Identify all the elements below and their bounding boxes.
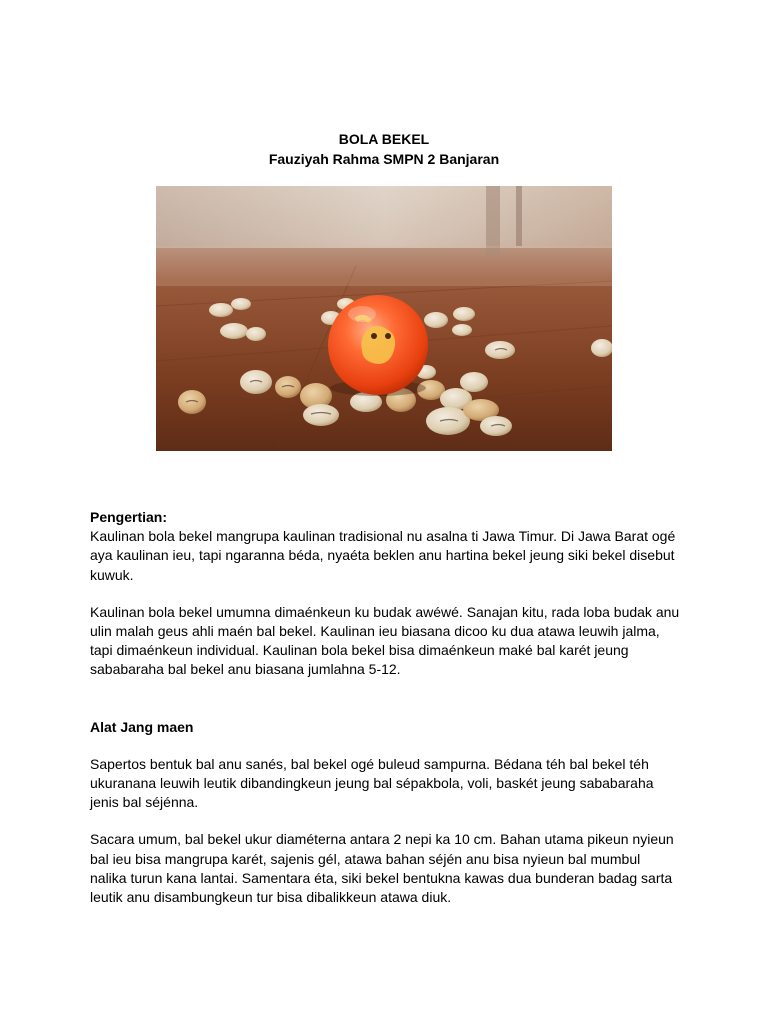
document-subtitle: Fauziyah Rahma SMPN 2 Banjaran [268,151,500,167]
paragraph: Sapertos bentuk bal anu sanés, bal bekel ogé buleud sampurna. Bédana téh bal bekel téh ukuranana leuwih leutik dibandingkeun jeung bal sépakbola, voli, baskét jeung sababaraha jenis bal séjénna. [90,755,654,811]
section-heading: Pengertian: [90,509,168,525]
paragraph: Sacara umum, bal bekel ukur diaméterna antara 2 nepi ka 10 cm. Bahan utama pikeun nyieun bal ieu bisa mangrupa karét, sajenis gél, atawa bahan séjén anu bisa nyieun bal mumbul nalika turun kana lantai. Samentara éta, siki bekel bentukna kawas dua bunderan badag sarta leutik anu disambungkeun tur bisa dibalikkeun atawa diuk. [90,831,674,906]
paragraph: Kaulinan bola bekel mangrupa kaulinan tradisional nu asalna ti Jawa Timur. Di Jawa Barat ogé aya kaulinan ieu, tapi ngaranna béda, nyaéta beklen anu hartina bekel jeung siki bekel disebut kuwuk. [90,528,676,583]
bola-bekel-photo [156,186,612,451]
section-alat [90,718,680,908]
document-body [90,508,680,907]
document-title: BOLA BEKEL [338,131,430,147]
section-pengertian [90,508,680,680]
section-heading: Alat Jang maen [90,718,194,735]
paragraph: Kaulinan bola bekel umumna dimaénkeun ku budak awéwé. Sanajan kitu, rada loba budak anu ulin malah geus ahli maén bal bekel. Kaulinan ieu biasana dicoo ku dua atawa leuwih jalma, tapi dimaénkeun individual. Kaulinan bola bekel bisa dimaénkeun maké bal karét jeung sababaraha bal bekel anu biasana jumlahna 5-12. [90,603,680,678]
